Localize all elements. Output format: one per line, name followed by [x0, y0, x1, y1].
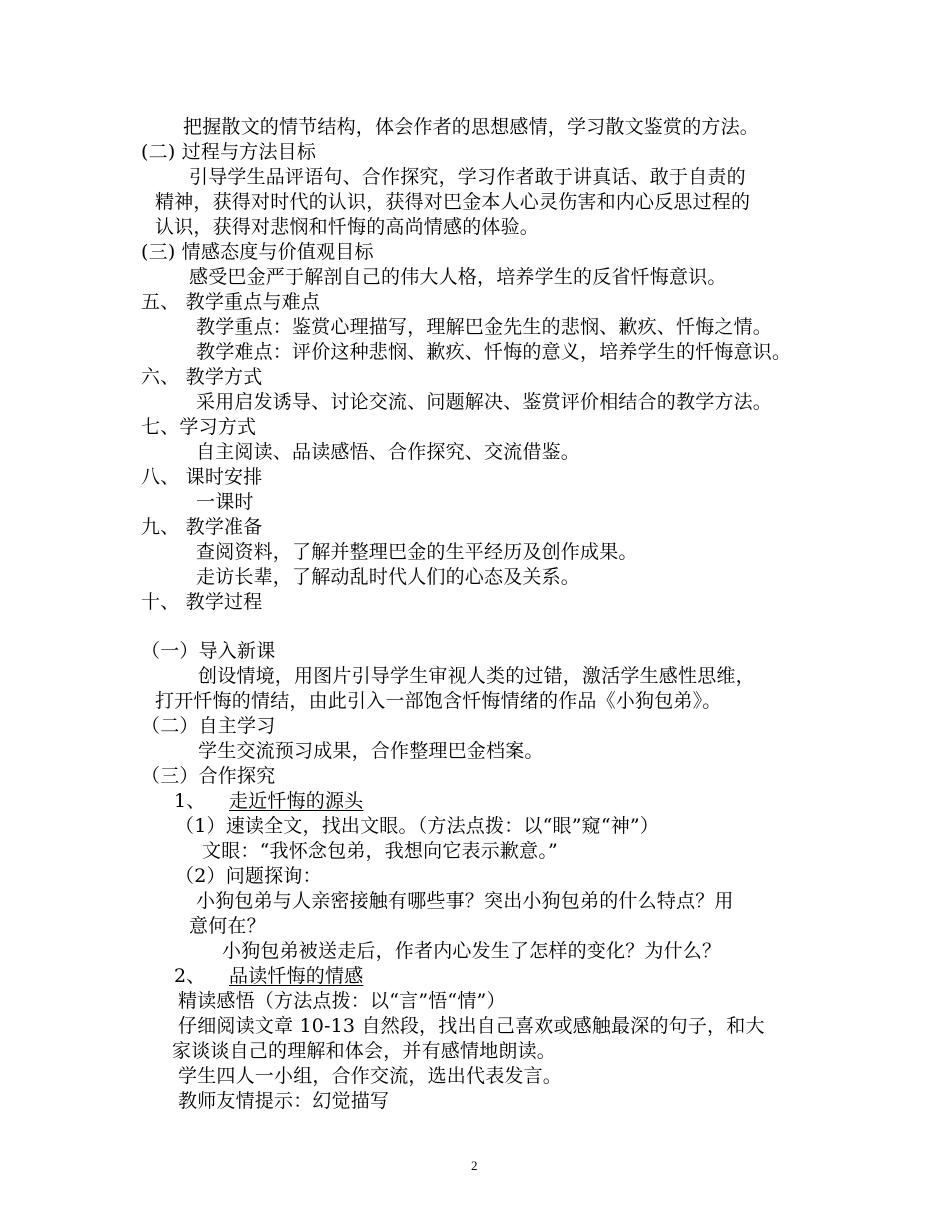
text-line: 教师友情提示：幻觉描写	[178, 1090, 390, 1112]
section-heading: 六、 教学方式	[141, 366, 263, 388]
sub-heading: （一）导入新课	[141, 640, 276, 662]
text-line: 教学难点：评价这种悲悯、歉疚、忏悔的意义，培养学生的忏悔意识。	[196, 341, 792, 363]
text-line: 意何在？	[189, 915, 266, 937]
text-line: 文眼：“我怀念包弟，我想向它表示歉意。”	[202, 840, 558, 862]
sub-heading: （三）合作探究	[141, 765, 276, 787]
text-line: 把握散文的情节结构，体会作者的思想感情，学习散文鉴赏的方法。	[183, 116, 760, 138]
section-heading: (三) 情感态度与价值观目标	[141, 241, 374, 263]
text-line: 学生四人一小组，合作交流，选出代表发言。	[178, 1065, 563, 1087]
item-number: 2、	[174, 965, 206, 987]
text-line: 小狗包弟与人亲密接触有哪些事？突出小狗包弟的什么特点？用	[196, 890, 734, 912]
item-number: 1、	[174, 790, 206, 812]
page-number: 2	[471, 1158, 478, 1173]
text-line: 教学重点：鉴赏心理描写，理解巴金先生的悲悯、歉疚、忏悔之情。	[196, 316, 773, 338]
section-heading: 八、 课时安排	[141, 466, 263, 488]
text-line: 仔细阅读文章 10-13 自然段，找出自己喜欢或感触最深的句子，和大	[178, 1015, 765, 1037]
text-line: 感受巴金严于解剖自己的伟大人格，培养学生的反省忏悔意识。	[189, 266, 727, 288]
section-heading: 九、 教学准备	[141, 516, 263, 538]
sub-heading: （二）自主学习	[141, 715, 276, 737]
text-line: 引导学生品评语句、合作探究，学习作者敢于讲真话、敢于自责的	[189, 166, 746, 188]
text-line: （2）问题探询：	[175, 865, 322, 887]
text-line: 自主阅读、品读感悟、合作探究、交流借鉴。	[196, 441, 581, 463]
text-line: 认识，获得对悲悯和忏悔的高尚情感的体验。	[155, 216, 540, 238]
text-line: 创设情境，用图片引导学生审视人类的过错，激活学生感性思维，	[198, 665, 755, 687]
text-line: 采用启发诱导、讨论交流、问题解决、鉴赏评价相结合的教学方法。	[196, 391, 773, 413]
text-line: 精读感悟（方法点拨：以“言”悟“情”）	[178, 990, 506, 1012]
text-line: 精神，获得对时代的认识，获得对巴金本人心灵伤害和内心反思过程的	[155, 191, 751, 213]
text-line: 查阅资料，了解并整理巴金的生平经历及创作成果。	[196, 541, 638, 563]
section-heading: 十、 教学过程	[141, 591, 263, 613]
text-line: 学生交流预习成果，合作整理巴金档案。	[198, 740, 544, 762]
text-line: （1）速读全文，找出文眼。（方法点拨：以“眼”窥“神”）	[175, 815, 660, 837]
text-line: 家谈谈自己的理解和体会，并有感情地朗读。	[172, 1040, 557, 1062]
section-heading: 七、学习方式	[141, 416, 257, 438]
section-heading: (二) 过程与方法目标	[141, 141, 317, 163]
text-line: 小狗包弟被送走后，作者内心发生了怎样的变化？为什么？	[222, 940, 722, 962]
item-title: 品读忏悔的情感	[229, 965, 364, 987]
text-line: 打开忏悔的情结，由此引入一部饱含忏悔情绪的作品《小狗包弟》。	[155, 690, 722, 712]
text-line: 走访长辈，了解动乱时代人们的心态及关系。	[196, 566, 581, 588]
section-heading: 五、 教学重点与难点	[141, 291, 321, 313]
text-line: 一课时	[196, 491, 254, 513]
item-title: 走近忏悔的源头	[229, 790, 364, 812]
